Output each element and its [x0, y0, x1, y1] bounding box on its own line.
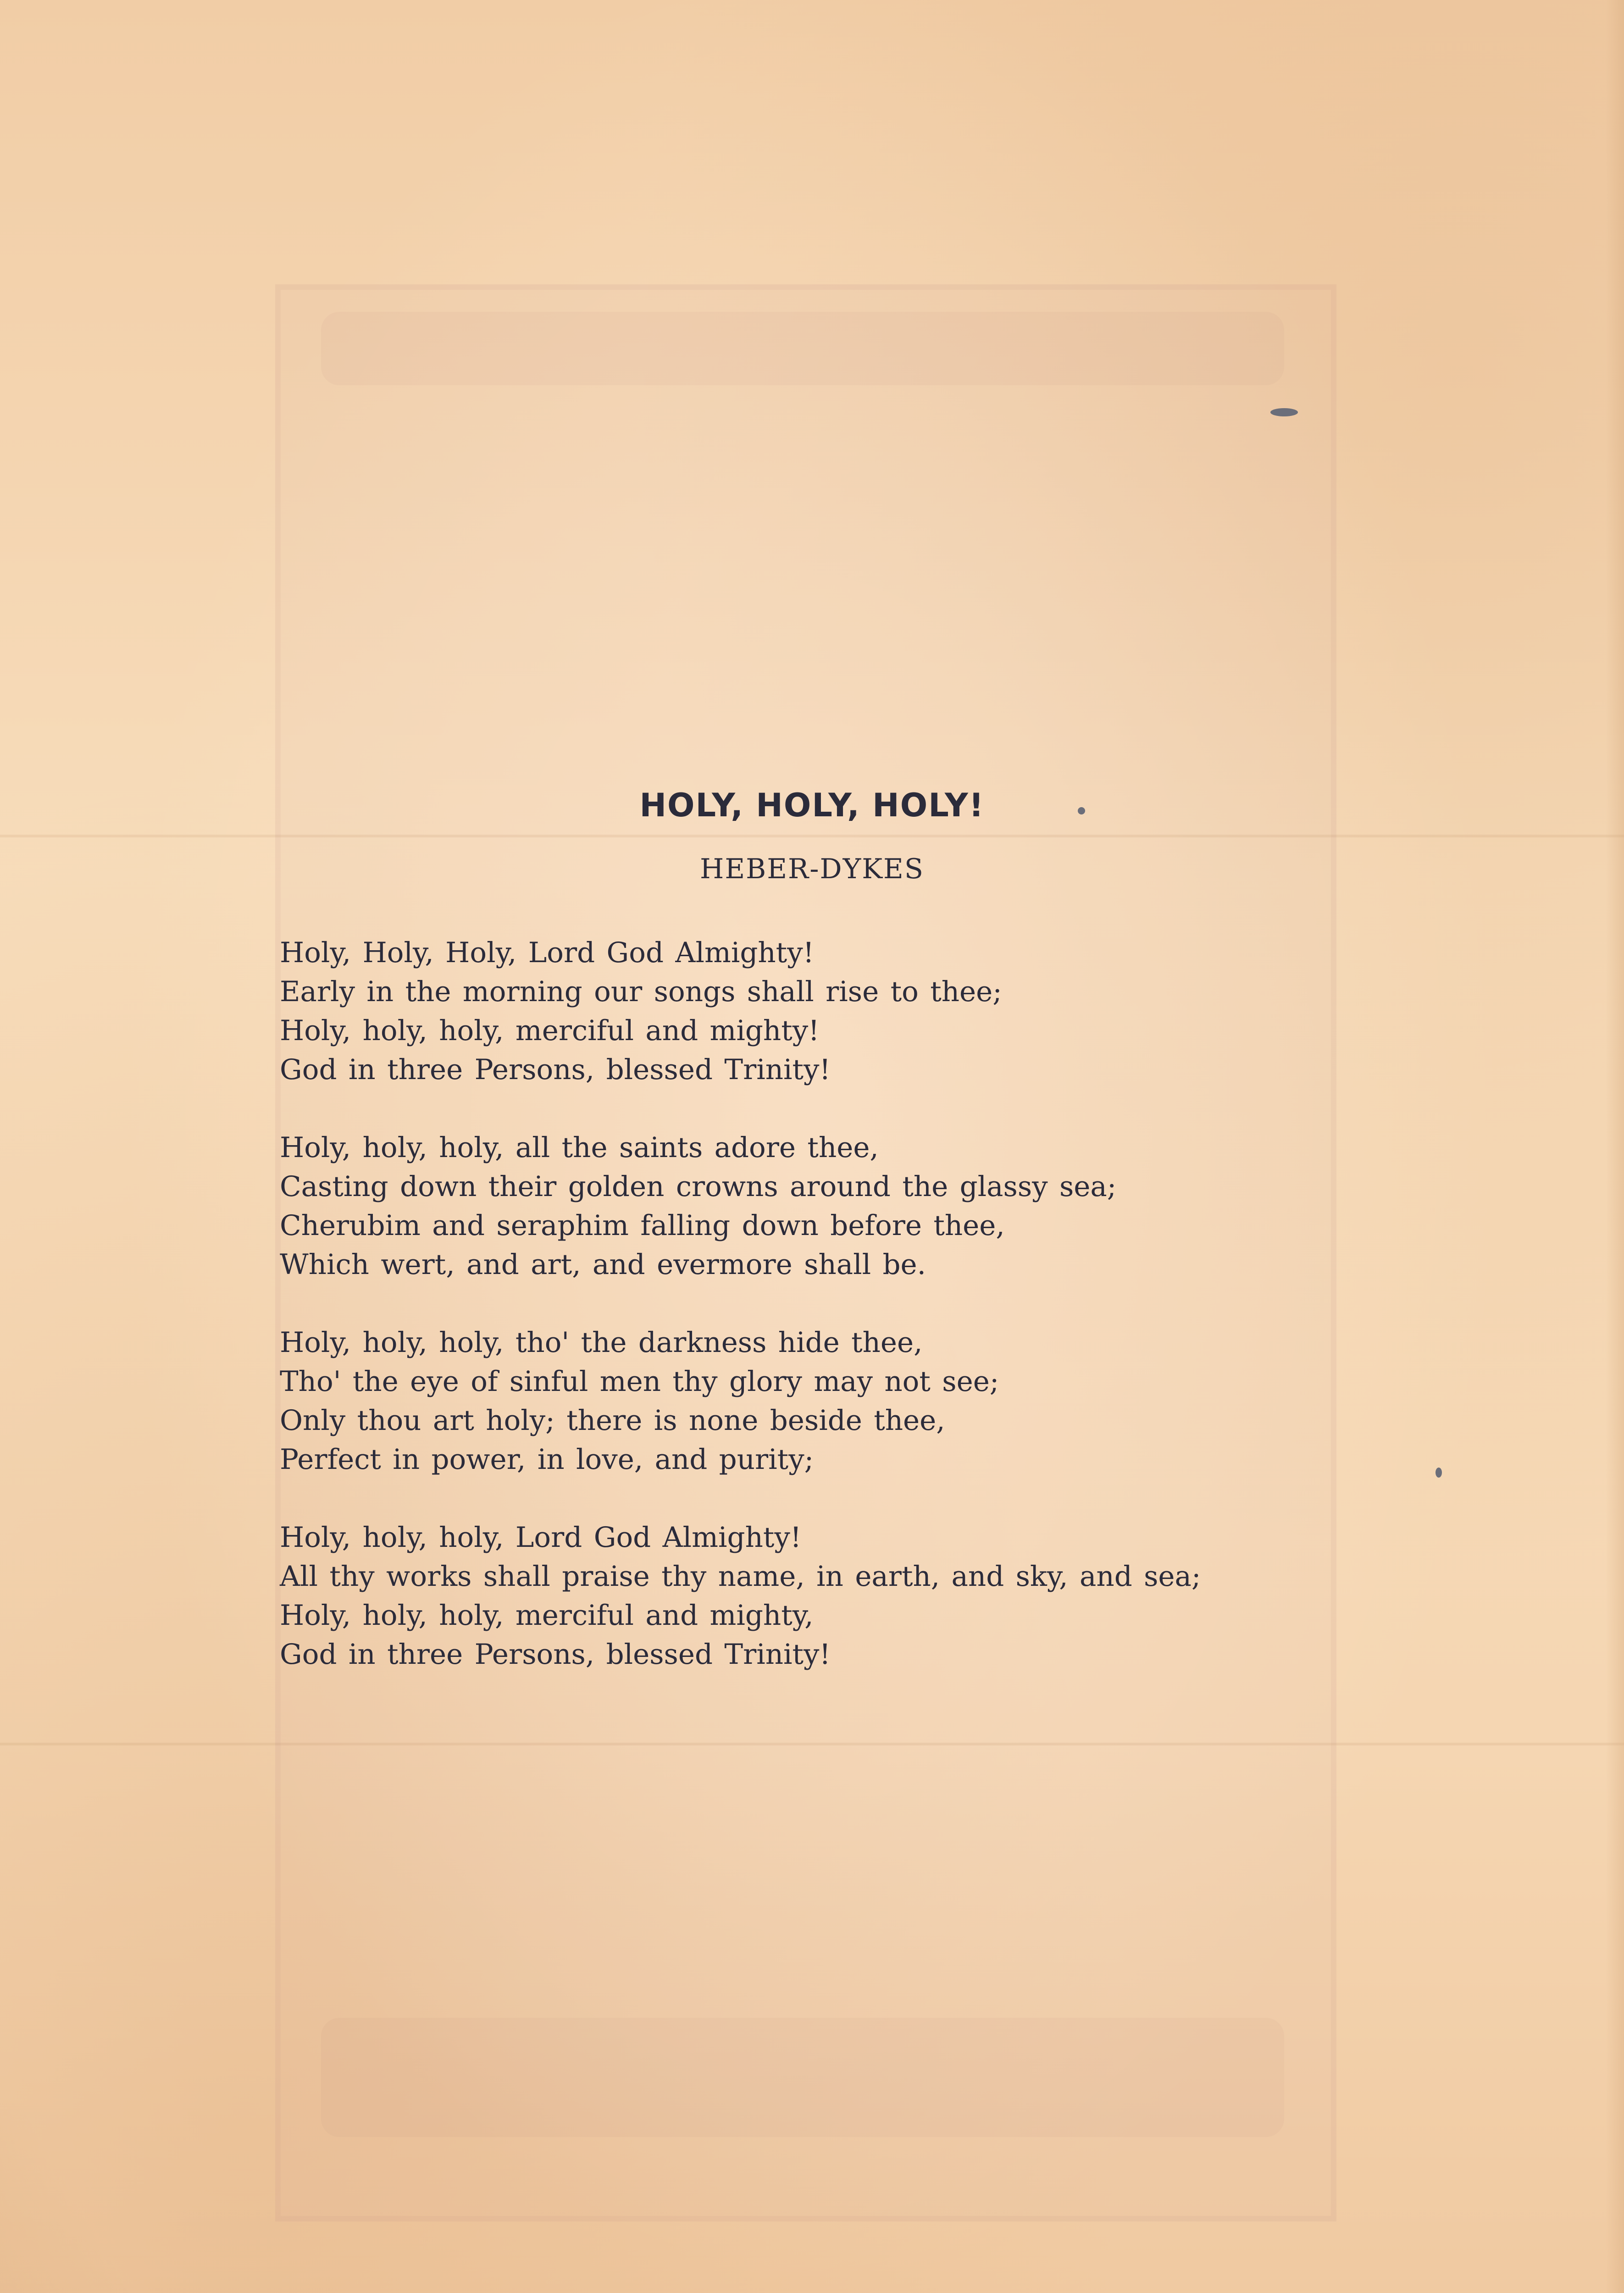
paper-crease — [0, 1743, 1624, 1745]
reverse-print-band — [321, 2018, 1284, 2137]
paper-fold — [0, 2110, 193, 2293]
stanza-1 — [280, 933, 1335, 1089]
ink-speck — [1270, 408, 1298, 416]
verse-line: Perfect in power, in love, and purity; — [280, 1443, 814, 1476]
verse-line: Holy, holy, holy, Lord God Almighty! — [280, 1521, 802, 1554]
verse-line: God in three Persons, blessed Trinity! — [280, 1053, 831, 1086]
hymn-verses — [280, 933, 1335, 1713]
stanza-4 — [280, 1518, 1335, 1674]
verse-line: Holy, holy, holy, all the saints adore thee, — [280, 1131, 879, 1164]
verse-line: Holy, holy, holy, merciful and mighty, — [280, 1599, 814, 1632]
verse-line: Which wert, and art, and evermore shall be. — [280, 1248, 926, 1281]
verse-line: All thy works shall praise thy name, in earth, and sky, and sea; — [280, 1560, 1201, 1593]
verse-line: Cherubim and seraphim falling down before thee, — [280, 1209, 1005, 1242]
verse-line: Holy, Holy, Holy, Lord God Almighty! — [280, 936, 815, 969]
paper-edge — [1606, 0, 1624, 2293]
verse-line: Holy, holy, holy, tho' the darkness hide thee, — [280, 1326, 923, 1359]
verse-line: God in three Persons, blessed Trinity! — [280, 1638, 831, 1671]
paper-crease — [0, 835, 1624, 837]
verse-line: Casting down their golden crowns around the glassy sea; — [280, 1170, 1117, 1203]
stanza-3 — [280, 1323, 1335, 1479]
verse-line: Tho' the eye of sinful men thy glory may not see; — [280, 1365, 999, 1398]
reverse-print-band — [321, 312, 1284, 385]
verse-line: Holy, holy, holy, merciful and mighty! — [280, 1014, 820, 1047]
verse-line: Early in the morning our songs shall rise to thee; — [280, 975, 1002, 1008]
verse-line: Only thou art holy; there is none beside thee, — [280, 1404, 945, 1437]
stanza-2 — [280, 1128, 1335, 1284]
hymn-subtitle: HEBER-DYKES — [700, 853, 924, 885]
hymn-title: HOLY, HOLY, HOLY! — [639, 786, 985, 824]
ink-speck — [1436, 1468, 1442, 1478]
